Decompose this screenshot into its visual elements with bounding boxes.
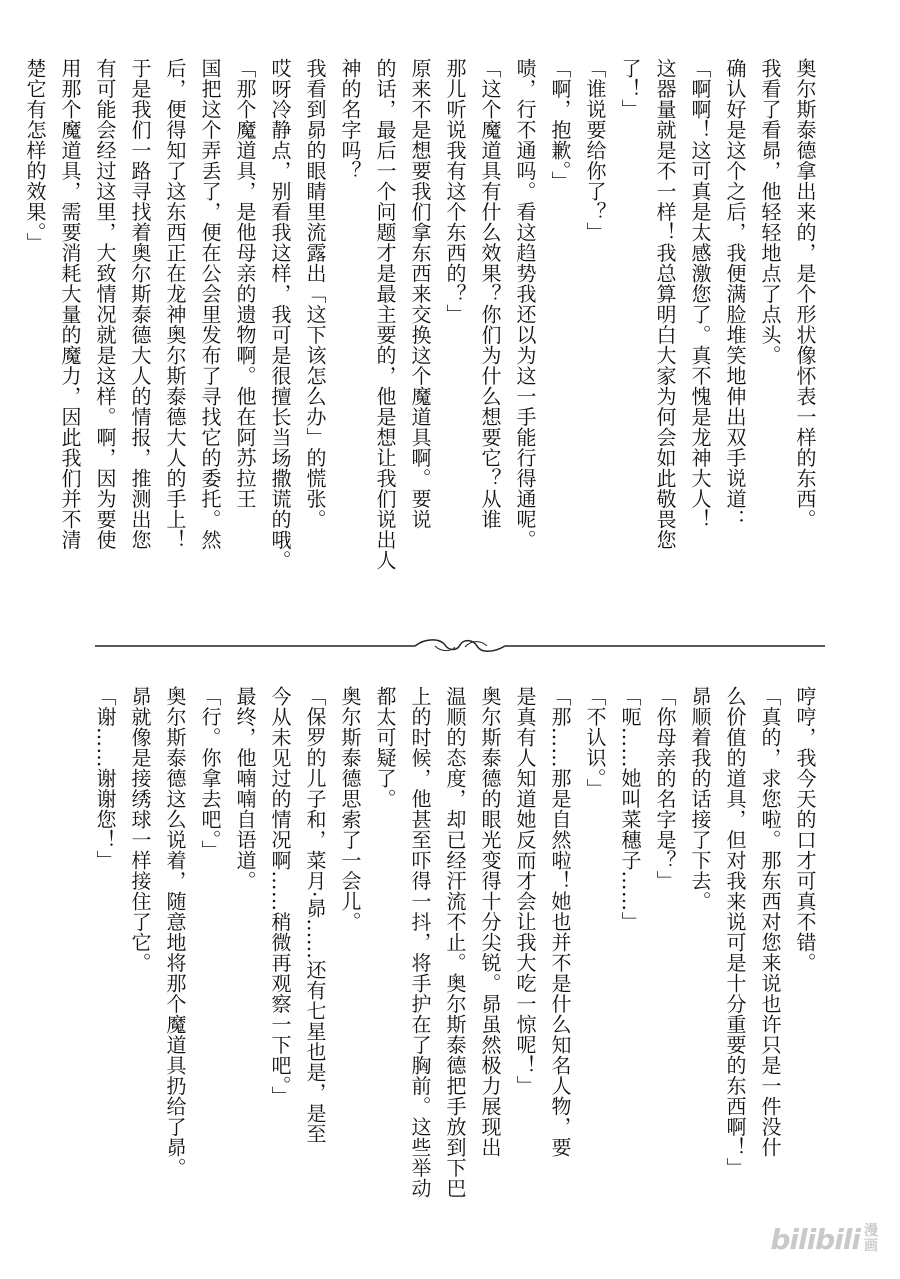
text-line: 昴顺着我的话接了下去。 (688, 686, 712, 912)
text-line: 上的时候，他甚至吓得一抖，将手护在了胸前。这些举动 (408, 686, 432, 1199)
text-line: 奥尔斯泰德这么说着，随意地将那个魔道具扔给了昴。 (163, 686, 187, 1178)
watermark-label (864, 1224, 878, 1254)
text-line: 「啊，抱歉。」 (548, 58, 572, 192)
top-text-block (0, 58, 822, 618)
text-line: 哎呀冷静点，别看我这样，我可是很擅长当场撒谎的哦。 (268, 58, 292, 571)
text-line: 「不认识。」 (583, 686, 607, 799)
text-line: 那儿听说我有这个东西的？」 (443, 58, 467, 325)
text-line: 我看了看昴，他轻轻地点了点头。 (758, 58, 782, 366)
text-line: 今从未见过的情况啊……稍微再观察一下吧。」 (268, 686, 292, 1107)
text-line: 奥尔斯泰德的眼光变得十分尖锐。昴虽然极力展现出 (478, 686, 502, 1158)
bottom-lines (87, 686, 822, 1226)
text-line: 的话，最后一个问题才是最主要的，他是想让我们说出人 (373, 58, 397, 571)
text-line: 温顺的态度，却已经汗流不止。奥尔斯泰德把手放到下巴 (443, 686, 467, 1199)
text-line: 原来不是想要我们拿东西来交换这个魔道具啊。要说 (408, 58, 432, 530)
text-line: 后，便得知了这东西正在龙神奥尔斯泰德大人的手上！ (163, 58, 187, 550)
watermark-brand: bilibili (770, 1222, 860, 1256)
ornamental-divider (95, 636, 825, 656)
top-lines (17, 58, 822, 618)
text-line: 神的名字吗？ (338, 58, 362, 181)
text-line: 确认好是这个之后，我便满脸堆笑地伸出双手说道： (723, 58, 747, 530)
text-line: 最终，他喃喃自语道。 (233, 686, 257, 891)
text-line: 用那个魔道具，需要消耗大量的魔力，因此我们并不清 (58, 58, 82, 550)
flourish-icon (95, 636, 825, 656)
text-line: 我看到昴的眼睛里流露出「这下该怎么办」的慌张。 (303, 58, 327, 530)
text-line: 「真的，求您啦。那东西对您来说也许只是一件没什 (758, 686, 782, 1158)
watermark-label-top: 漫 (864, 1223, 878, 1239)
text-line: 「这个魔道具有什么效果？你们为什么想要它？从谁 (478, 58, 502, 530)
text-line: 了！」 (618, 58, 642, 120)
text-line: 「啊啊！这可真是太感激您了。真不愧是龙神大人！ (688, 58, 712, 530)
text-line: 奥尔斯泰德思索了一会儿。 (338, 686, 362, 932)
bottom-text-block (0, 686, 822, 1226)
text-line: 「你母亲的名字是？」 (653, 686, 677, 891)
text-line: 奥尔斯泰德拿出来的，是个形状像怀表一样的东西。 (793, 58, 817, 530)
text-line: 这器量就是不一样！我总算明白大家为何会如此敬畏您 (653, 58, 677, 550)
text-line: 「谁说要给你了？」 (583, 58, 607, 243)
text-line: 「保罗的儿子和，菜月·昴……还有七星也是，是至 (303, 686, 327, 1144)
text-line: 「那……那是自然啦！她也并不是什么知名人物，要 (548, 686, 572, 1158)
bilibili-manhua-watermark (738, 1217, 878, 1261)
text-line: 「那个魔道具，是他母亲的遗物啊。他在阿苏拉王 (233, 58, 257, 509)
text-line: 「行。你拿去吧。」 (198, 686, 222, 861)
text-line: 楚它有怎样的效果。」 (23, 58, 47, 253)
text-line: 有可能会经过这里，大致情况就是这样。啊，因为要使 (93, 58, 117, 550)
text-line: 啧，行不通吗。看这趋势我还以为这一手能行得通呢。 (513, 58, 537, 550)
text-line: 昴就像是接绣球一样接住了它。 (128, 686, 152, 973)
text-line: 于是我们一路寻找着奥尔斯泰德大人的情报，推测出您 (128, 58, 152, 550)
watermark-label-bottom: 画 (864, 1238, 878, 1254)
text-line: 「呃……她叫菜穗子……」 (618, 686, 642, 932)
text-line: 哼哼，我今天的口才可真不错。 (793, 686, 817, 973)
text-line: 么价值的道具，但对我来说可是十分重要的东西啊！」 (723, 686, 747, 1178)
text-line: 都太可疑了。 (373, 686, 397, 809)
text-line: 国把这个弄丢了，便在公会里发布了寻找它的委托。然 (198, 58, 222, 550)
text-line: 是真有人知道她反而才会让我大吃一惊呢！」 (513, 686, 537, 1096)
text-line: 「谢……谢谢您！」 (93, 686, 117, 871)
